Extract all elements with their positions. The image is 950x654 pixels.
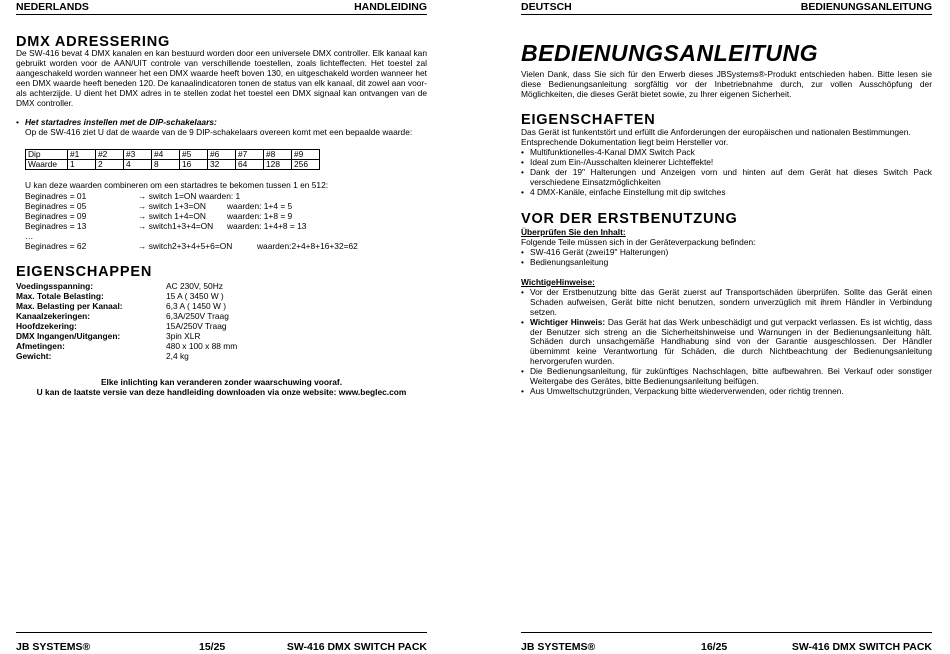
spec-key: Max. Totale Belasting:: [16, 291, 104, 301]
header-language: DEUTSCH: [521, 1, 572, 13]
list-item: • Die Bedienungsanleitung, für zukünftiges Nachschlagen, bitte aufbewahren. Bei Verkauf oder sonstiger Weitergabe des Gerätes, bitte Bedienungsanleitung beifügen.: [521, 366, 932, 387]
table-row: [26, 150, 320, 160]
combo-label: Beginadres = 01: [25, 191, 87, 201]
combo-row: [25, 221, 427, 231]
bullet-icon: •: [521, 366, 524, 377]
footer-page-number: 15/25: [199, 641, 226, 653]
bullet-icon: •: [521, 286, 524, 297]
spec-row: [16, 291, 427, 301]
list-item: • Vor der Erstbenutzung bitte das Gerät zuerst auf Transportschäden überprüfen. Sollte das Gerät einen Schaden aufweisen, Gerät bitte nicht benutzen, sondern unverzüglich mit ihrem Händler in Verbindung setzen.: [521, 286, 932, 317]
bullet-icon: •: [521, 316, 524, 327]
spec-row: [16, 341, 427, 351]
combo-values: waarden:2+4+8+16+32=62: [257, 241, 358, 251]
check-title: Überprüfen Sie den Inhalt:: [521, 227, 626, 237]
table-cell: #6: [208, 150, 236, 160]
spec-value: 6,3A/250V Traag: [166, 311, 229, 321]
bullet-icon: •: [521, 147, 524, 157]
spec-key: DMX Ingangen/Uitgangen:: [16, 331, 121, 341]
page-footer: [521, 632, 932, 653]
combo-row: [25, 201, 427, 211]
section-title-eigenschappen: EIGENSCHAPPEN: [16, 264, 153, 280]
table-cell: 2: [96, 160, 124, 170]
spec-key: Hoofdzekering:: [16, 321, 77, 331]
spec-key: Gewicht:: [16, 351, 52, 361]
table-cell: 16: [180, 160, 208, 170]
table-cell: #2: [96, 150, 124, 160]
table-cell: #4: [152, 150, 180, 160]
table-cell: #9: [292, 150, 320, 160]
spec-key: Kanaalzekeringen:: [16, 311, 91, 321]
combo-label: Beginadres = 05: [25, 201, 87, 211]
page-right: [521, 0, 932, 654]
table-cell: #8: [264, 150, 292, 160]
bullet-icon: •: [521, 166, 524, 177]
list-item: • SW-416 Gerät (zwei19" Halterungen): [521, 246, 669, 257]
features-intro: Das Gerät ist funkentstört und erfüllt die Anforderungen der europäischen und nationalen Bestimmungen. Entsprechende Dokumentation liegt beim Hersteller vor.: [521, 127, 911, 147]
combo-switch: → switch 1+4=ON: [138, 211, 206, 221]
notes-title: WichtigeHinweise:: [521, 277, 595, 287]
spec-value: 6,3 A ( 1450 W ): [166, 301, 227, 311]
bullet-icon: •: [16, 117, 19, 127]
page-header: [521, 0, 932, 15]
notice-changes: Elke inlichting kan veranderen zonder waarschuwing vooraf.: [100, 377, 343, 387]
combo-values: waarden: 1+8 = 9: [227, 211, 293, 221]
spec-row: [16, 301, 427, 311]
table-row: [26, 160, 320, 170]
check-text: Folgende Teile müssen sich in der Geräteverpackung befinden:: [521, 236, 756, 247]
page-header: [16, 0, 427, 15]
spec-row: [16, 311, 427, 321]
combine-text: U kan deze waarden combineren om een startadres te bekomen tussen 1 en 512:: [25, 180, 329, 190]
spec-value: 3pin XLR: [166, 331, 201, 341]
dip-bullet-text: Op de SW-416 ziet U dat de waarde van de 9 DIP-schakelaars overeen komt met een bepaalde waarde:: [25, 127, 413, 137]
combo-switch: → switch 1+3=ON: [138, 201, 206, 211]
combo-label: Beginadres = 09: [25, 211, 87, 221]
spec-value: 15A/250V Traag: [166, 321, 227, 331]
spec-row: [16, 351, 427, 361]
section-title-dmx: DMX ADRESSERING: [16, 34, 171, 50]
table-cell: Dip: [26, 150, 68, 160]
table-cell: 8: [152, 160, 180, 170]
table-cell: 32: [208, 160, 236, 170]
combo-list: [25, 191, 427, 251]
list-item: • Multifunktionelles-4-Kanal DMX Switch Pack: [521, 147, 695, 157]
bullet-icon: •: [521, 186, 524, 197]
combo-switch: → switch 1=ON waarden: 1: [138, 191, 241, 201]
dip-bullet-title: Het startadres instellen met de DIP-schakelaars:: [25, 117, 217, 127]
features-list: [521, 148, 932, 198]
spec-row: [16, 321, 427, 331]
combo-row: [25, 191, 427, 201]
bullet-icon: •: [521, 256, 524, 267]
table-cell: #3: [124, 150, 152, 160]
footer-product: SW-416 DMX SWITCH PACK: [791, 641, 932, 653]
combo-label: Beginadres = 13: [25, 221, 87, 231]
spec-key: Voedingsspanning:: [16, 281, 94, 291]
table-cell: #5: [180, 150, 208, 160]
header-doc-type: BEDIENUNGSANLEITUNG: [800, 1, 932, 13]
bullet-icon: •: [521, 156, 524, 167]
note-lead: Wichtiger Hinweis:: [530, 316, 606, 327]
dip-table: [25, 149, 320, 170]
list-item: • 4 DMX-Kanäle, einfache Einstellung mit dip switches: [521, 186, 726, 197]
spec-row: [16, 281, 427, 291]
list-item: • Ideal zum Ein-/Ausschalten kleinerer Lichteffekte!: [521, 156, 714, 167]
combo-ellipsis-row: [25, 231, 427, 241]
footer-product: SW-416 DMX SWITCH PACK: [286, 641, 427, 653]
bullet-icon: •: [521, 385, 524, 396]
page-title: BEDIENUNGSANLEITUNG: [521, 40, 819, 66]
list-item: • Aus Umweltschutzgründen, Verpackung bitte wiederverwenden, oder richtig trennen.: [521, 385, 844, 396]
table-cell: 64: [236, 160, 264, 170]
spec-list: [16, 281, 427, 361]
section-title-eigenschaften: EIGENSCHAFTEN: [521, 112, 656, 128]
spec-value: AC 230V, 50Hz: [166, 281, 223, 291]
combo-switch: → switch2+3+4+5+6=ON: [138, 241, 233, 251]
combo-row: [25, 211, 427, 221]
spec-value: 2,4 kg: [166, 351, 189, 361]
table-cell: #7: [236, 150, 264, 160]
section-title-erstbenutzung: VOR DER ERSTBENUTZUNG: [521, 211, 738, 227]
page-footer: [16, 632, 427, 653]
header-language: NEDERLANDS: [16, 1, 89, 13]
table-cell: 4: [124, 160, 152, 170]
table-cell: 128: [264, 160, 292, 170]
important-notes: [521, 278, 932, 397]
table-cell: 256: [292, 160, 320, 170]
combo-values: waarden: 1+4 = 5: [227, 201, 293, 211]
combo-row: [25, 241, 427, 251]
list-item: • Bedienungsanleitung: [521, 256, 609, 267]
spec-key: Afmetingen:: [16, 341, 65, 351]
bullet-icon: •: [521, 246, 524, 257]
intro-paragraph: Vielen Dank, dass Sie sich für den Erwerb dieses JBSystems®-Produkt entschieden haben. Bitte lesen sie diese Bedienungsanleitung sorgfältig vor der Inbetriebnahme durch, zur vollen Ausschöpfung der Möglichkeiten, die dieses Gerät bietet sowie, zu Ihrer eigenen Sicherheit.: [521, 69, 932, 99]
combo-label: Beginadres = 62: [25, 241, 87, 251]
spec-row: [16, 331, 427, 341]
table-cell: 1: [68, 160, 96, 170]
notice-download: U kan de laatste versie van deze handleiding downloaden via onze website: www.beglec.com: [36, 387, 407, 397]
list-item: • Dank der 19" Halterungen und Anzeigen vorn und hinten auf dem Gerät hat dieses Switch Pack verschiedene Einsatzmöglichkeiten: [521, 166, 932, 187]
page-left: [16, 0, 427, 654]
spec-value: 15 A ( 3450 W ): [166, 291, 224, 301]
combo-ellipsis: …: [25, 231, 34, 241]
header-doc-type: HANDLEIDING: [354, 1, 427, 13]
combo-switch: → switch1+3+4=ON: [138, 221, 214, 231]
list-item: • Wichtiger Hinweis: Das Gerät hat das Werk unbeschädigt und gut verpackt verlassen. Es ist wichtig, dass der Benutzer sich streng an die Sicherheitshinweise und Warnungen in der Bedienungsanleitung hält. Schäden durch unsachgemäße Handhabung sind von der Garantie ausgeschlossen. Der Händler übernimmt keine Verantwortung für Schäden, die durch Nichtbeachtung der Bedienungsanleitung hervorgerufen wurden.: [521, 316, 933, 367]
footer-brand: JB SYSTEMS®: [521, 641, 596, 653]
check-contents: [521, 228, 932, 268]
table-cell: Waarde: [26, 160, 68, 170]
dmx-paragraph: De SW-416 bevat 4 DMX kanalen en kan bestuurd worden door een universele DMX controller. Elk kanaal kan gebruikt worden voor de AAN/UIT controle van verschillende toestellen, zoals lichteffecten. Het toestel zal aangeschakeld worden wanneer het een DMX waarde heeft boven 130, en uitgeschakeld worden wanneer het een DMX waarde heeft beneden 120. De kanaalindicatoren tonen de status van elk kanaal, dit zowel aan voor- als achterzijde. U dient het DMX adres in te stellen zodat het toestel een DMX signaal kan ontvangen van de DMX controller.: [16, 48, 427, 108]
table-cell: #1: [68, 150, 96, 160]
spec-value: 480 x 100 x 88 mm: [166, 341, 238, 351]
combo-values: waarden: 1+4+8 = 13: [227, 221, 307, 231]
footer-brand: JB SYSTEMS®: [16, 641, 91, 653]
footer-page-number: 16/25: [701, 641, 728, 653]
spec-key: Max. Belasting per Kanaal:: [16, 301, 123, 311]
